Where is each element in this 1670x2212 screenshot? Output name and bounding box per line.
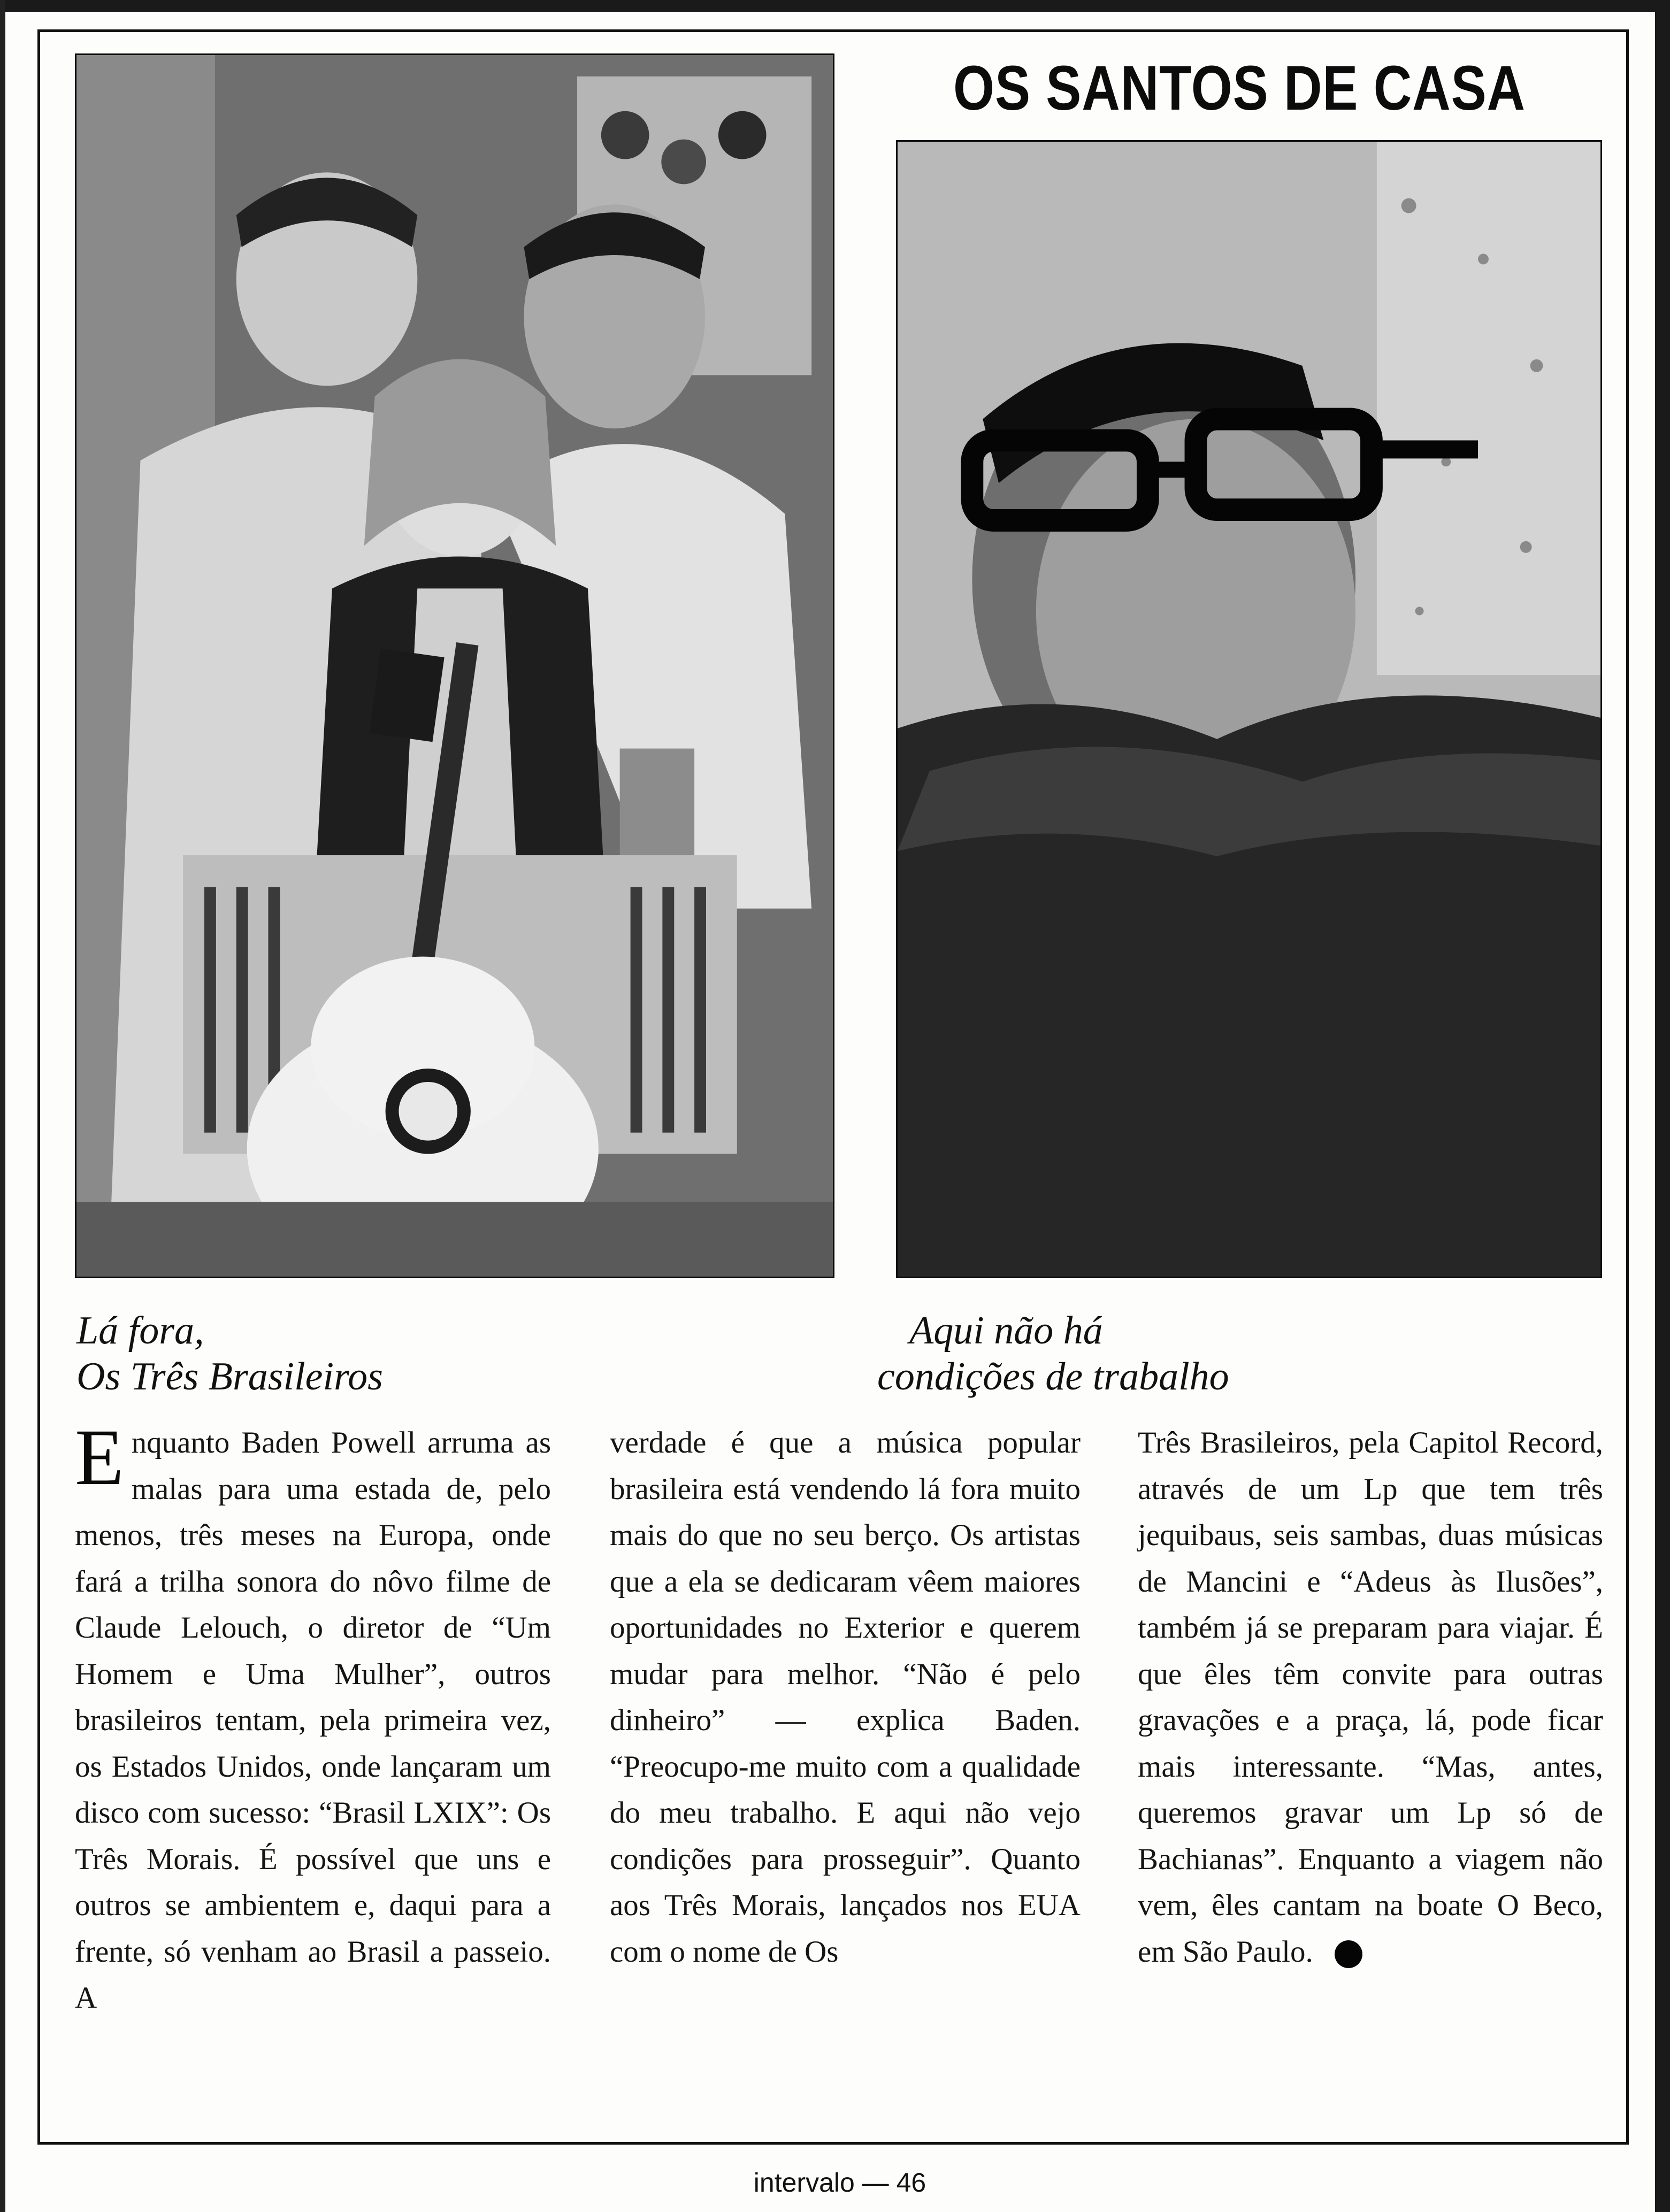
group-photo [75,53,834,1278]
drop-cap: E [75,1413,124,1502]
article-column-1 [75,1413,551,2022]
caption-left-line-1: Lá fora, [76,1309,204,1353]
caption-right-line-1: Aqui não há [909,1309,1103,1353]
caption-left [76,1308,718,1400]
article-column-3-text: Três Brasileiros, pela Capitol Record, através de um Lp que tem três jequibaus, seis sambas, duas músicas de Mancini e “Adeus às Ilusões”, também já se preparam para viajar. É que êles têm convite para outras gravações e a praça, lá, pode ficar mais interessante. “Mas, antes, queremos gravar um Lp só de Bachianas”. Enquanto a viagem não vem, êles cantam na boate O Beco, em São Paulo. [1138,1426,1603,1969]
end-mark-icon [1335,1940,1362,1968]
scan-edge-top [0,0,1670,12]
portrait-photo-illustration [898,142,1600,1277]
scan-edge-right [1655,0,1670,2212]
scan-edge-left [0,0,5,2212]
headline: OS SANTOS DE CASA [953,53,1526,124]
article-column-1-text: nquanto Baden Powell arruma as malas para uma estada de, pelo menos, três meses na Europa, onde fará a trilha sonora do nôvo filme de Claude Lelouch, o diretor de “Um Homem e Uma Mulher”, outros brasileiros tentam, pela primeira vez, os Estados Unidos, onde lançaram um disco com sucesso: “Brasil LXIX”: Os Três Morais. É possível que uns e outros se ambientem e, daqui para a frente, só venham ao Brasil a passeio. A [75,1426,551,2015]
caption-left-line-2: Os Três Brasileiros [76,1355,383,1399]
article-column-2 [610,1420,1081,1975]
caption-right [877,1308,1519,1400]
article-column-3 [1138,1420,1603,1975]
page-footer: intervalo — 46 [753,2168,926,2198]
caption-right-line-2: condições de trabalho [877,1355,1229,1399]
portrait-photo [896,140,1602,1278]
article-column-2-text: verdade é que a música popular brasileira está vendendo lá fora muito mais do que no seu berço. Os artistas que a ela se dedicaram vêem maiores oportunidades no Exterior e querem mudar para melhor. “Não é pelo dinheiro” — explica Baden. “Preocupo-me muito com a qualidade do meu trabalho. E aqui não vejo condições para prosseguir”. Quanto aos Três Morais, lançados nos EUA com o nome de Os [610,1426,1081,1969]
group-photo-illustration [76,55,833,1277]
